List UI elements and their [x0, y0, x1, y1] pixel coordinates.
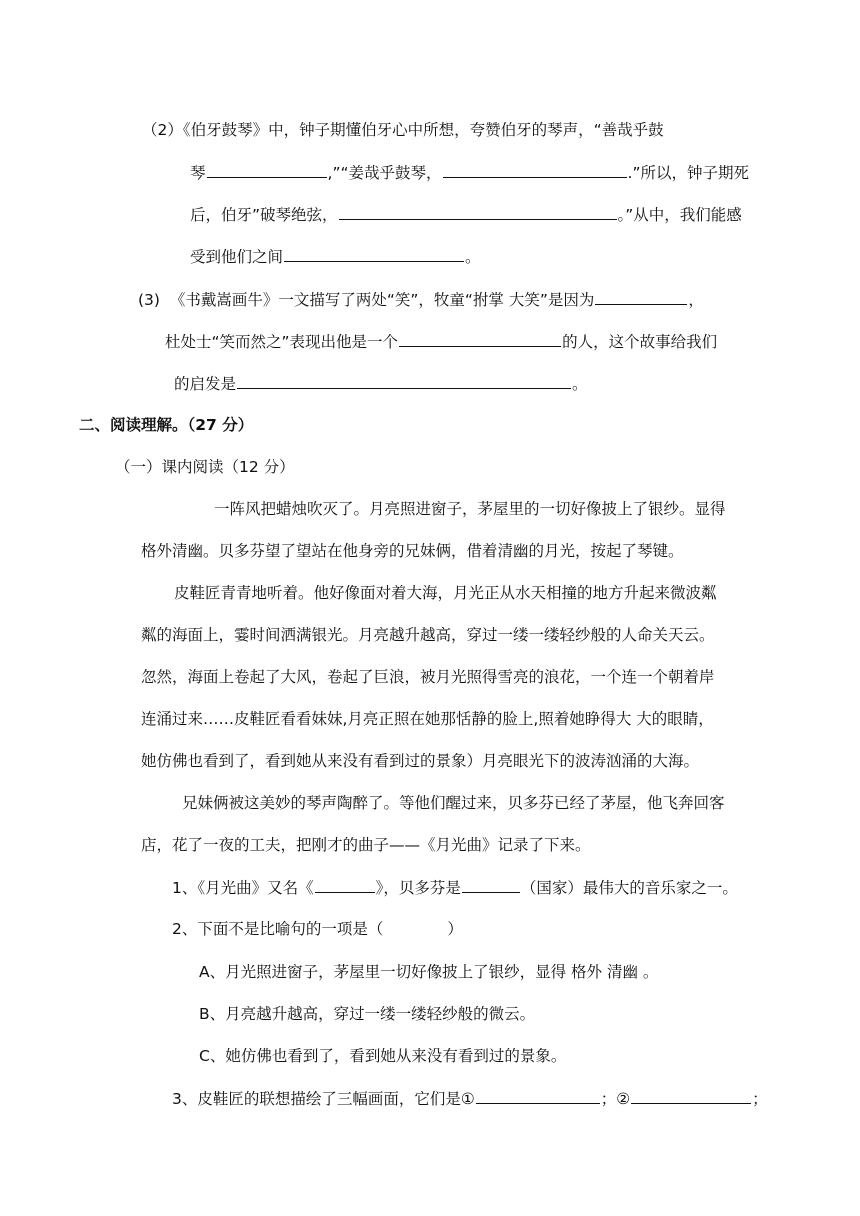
answer-blank[interactable]	[399, 330, 561, 347]
q3-text-3b: 。	[572, 375, 588, 393]
question-2	[172, 918, 463, 940]
passage-line: 一阵风把蜡烛吹灭了。月亮照进窗子，茅屋里的一切好像披上了银纱。显得	[214, 500, 726, 518]
option-b: B、月亮越升越高，穿过一缕一缕轻纱般的微云。	[199, 1005, 536, 1023]
section-2-title: 二、阅读理解。（27 分）	[79, 416, 254, 434]
passage-line: 她仿佛也看到了，看到她从来没有看到过的景象）月亮眼光下的波涛汹涌的大海。	[141, 752, 700, 770]
q3-number: (3)	[138, 291, 160, 309]
q3-text-1b: ，	[688, 291, 704, 309]
passage-line: 兄妹俩被这美妙的琴声陶醉了。等他们醒过来，贝多芬已经了茅屋，他飞奔回客	[182, 794, 725, 812]
answer-blank[interactable]	[207, 161, 327, 178]
answer-blank[interactable]	[284, 245, 464, 262]
q2-number: （2）	[142, 121, 183, 139]
question-3	[172, 1087, 768, 1110]
answer-blank[interactable]	[462, 876, 520, 893]
answer-blank[interactable]	[443, 161, 627, 178]
section-2-subtitle: （一）课内阅读（12 分）	[115, 458, 295, 476]
question-3-text-a: 3、皮鞋匠的联想描绘了三幅画面，它们是①	[172, 1090, 475, 1108]
q2-line-1	[142, 119, 664, 141]
q2-line-3	[190, 203, 742, 226]
q3-line-1	[138, 288, 704, 311]
question-2-text-a: 2、下面不是比喻句的一项是（	[172, 920, 384, 938]
answer-blank[interactable]	[237, 372, 571, 389]
question-2-text-b: ）	[447, 920, 463, 938]
question-1-text-b: 》，贝多芬是	[375, 879, 461, 897]
question-1-text-c: （国家）最伟大的音乐家之一。	[520, 879, 738, 897]
q3-text-3a: 的启发是	[174, 375, 237, 393]
passage-line: 忽然，海面上卷起了大风，卷起了巨浪，被月光照得雪亮的浪花，一个连一个朝着岸	[141, 668, 715, 686]
q3-line-2	[165, 330, 717, 353]
answer-blank[interactable]	[315, 876, 375, 893]
question-3-text-c: ；	[752, 1090, 768, 1108]
answer-blank[interactable]	[595, 288, 687, 305]
q2-text-3b: 。”从中，我们能感	[617, 206, 742, 224]
passage-line: 皮鞋匠青青地听着。他好像面对着大海，月光正从水天相撞的地方升起来微波粼	[174, 584, 717, 602]
answer-blank[interactable]	[631, 1087, 751, 1104]
q3-text-2b: 的人，这个故事给我们	[562, 333, 718, 351]
option-a: A、月光照进窗子，茅屋里一切好像披上了银纱，显得 格外 清幽 。	[199, 963, 659, 981]
option-c: C、她仿佛也看到了，看到她从来没有看到过的景象。	[199, 1047, 567, 1065]
q3-text-2a: 杜处士“笑而然之”表现出他是一个	[165, 333, 399, 351]
q2-text-2b: ,”“姜哉乎鼓琴，	[327, 164, 442, 182]
passage-line: 连涌过来……皮鞋匠看看妹妹,月亮正照在她那恬静的脸上,照着她睁得大 大的眼睛，	[141, 710, 714, 728]
question-3-text-b: ；②	[600, 1090, 631, 1108]
q2-text-2a: 琴	[190, 164, 206, 182]
q2-text-4a: 受到他们之间	[190, 248, 284, 266]
question-1	[172, 876, 738, 899]
answer-blank[interactable]	[476, 1087, 600, 1104]
passage-line: 店，花了一夜的工夫，把刚才的曲子——《月光曲》记录了下来。	[141, 836, 591, 854]
q2-line-4	[190, 245, 481, 268]
q2-text-4b: 。	[465, 248, 481, 266]
q3-line-3	[174, 372, 588, 395]
q2-line-2	[190, 161, 749, 184]
passage-line: 粼的海面上，霎时间洒满银光。月亮越升越高，穿过一缕一缕轻纱般的人命关天云。	[141, 626, 715, 644]
question-1-text-a: 1、《月光曲》又名《	[172, 879, 314, 897]
q2-text-2c: .”所以，钟子期死	[627, 164, 749, 182]
q3-text-1a: 《书戴嵩画牛》一文描写了两处“笑”，牧童“拊掌 大笑”是因为	[169, 291, 595, 309]
passage-line: 格外清幽。贝多芬望了望站在他身旁的兄妹俩，借着清幽的月光，按起了琴键。	[141, 542, 684, 560]
q2-text-1: 《伯牙鼓琴》中，钟子期懂伯牙心中所想，夸赞伯牙的琴声，“善哉乎鼓	[182, 121, 664, 139]
q2-text-3a: 后，伯牙”破琴绝弦，	[190, 206, 338, 224]
answer-blank[interactable]	[339, 203, 617, 220]
